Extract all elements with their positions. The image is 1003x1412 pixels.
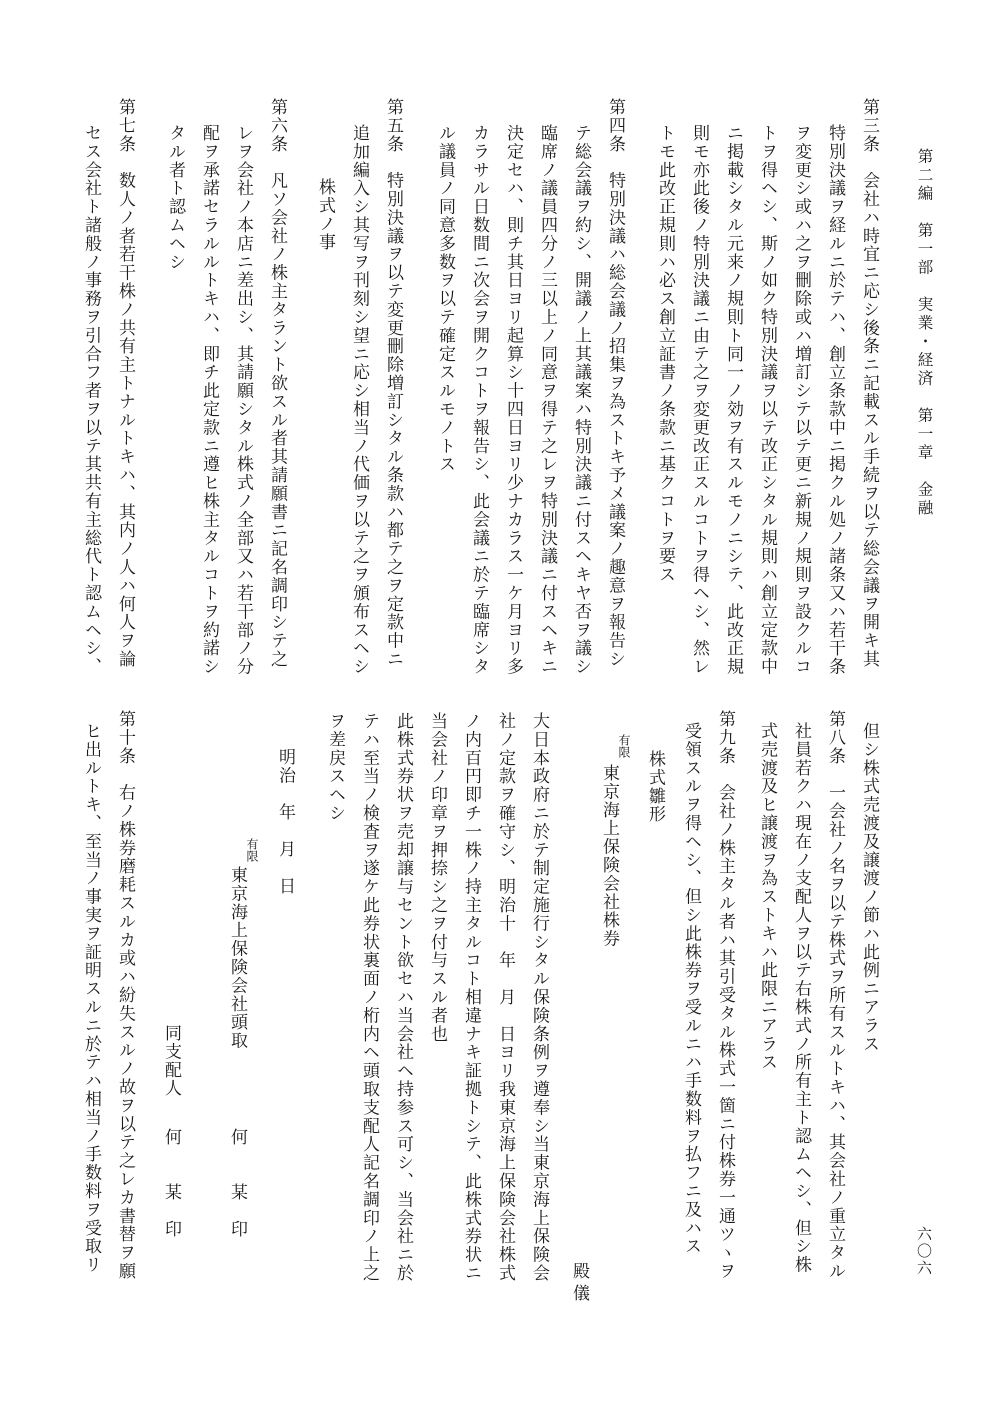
lower-column-1: 但シ株式売渡及譲渡ノ節ハ此例ニアラス bbox=[859, 722, 879, 1054]
section-heading-shares: 株式ノ事 bbox=[315, 178, 335, 252]
upper-column-22: セス会社ト諸般ノ事務ヲ引合フ者ヲ以テ其共有主総代ト認ムヘシ、 bbox=[81, 124, 101, 676]
upper-column-19: 配ヲ承諾セラルルトキハ、即チ此定款ニ遵ヒ株主タルコトヲ約諾シ bbox=[199, 124, 219, 676]
form-body-column-4: 当会社ノ印章ヲ押捺シ之ヲ付与スル者也 bbox=[427, 712, 447, 1044]
upper-column-6: 則モ亦此後ノ特別決議ニ由テ之ヲ変更改正スルコトヲ得ヘシ、然レ bbox=[689, 124, 709, 676]
running-head: 第二編 第一部 実業・経済 第一章 金融 bbox=[915, 148, 934, 518]
form-body-column-3: ノ内百円即チ一株ノ持主タルコト相違ナキ証拠トシテ、此株式券状ニ bbox=[461, 712, 481, 1283]
upper-column-1: 第三条 会社ハ時宜ニ応シ後条ニ記載スル手続ヲ以テ総会議ヲ開キ其 bbox=[859, 98, 879, 669]
upper-column-4: トヲ得ヘシ、斯ノ如ク特別決議ヲ以テ改正シタル規則ハ創立定款中 bbox=[757, 124, 777, 676]
form-body-column-5: 此株式券状ヲ売却譲与セント欲セハ当会社ヘ持参ス可シ、当会社ニ於 bbox=[393, 712, 413, 1283]
manager-name-seal: 何 某 印 bbox=[161, 1128, 181, 1239]
form-heading: 株式雛形 bbox=[645, 750, 665, 824]
form-body-column-2: 社ノ定款ヲ確守シ、明治十 年 月 日ヨリ我東京海上保険会社株式 bbox=[495, 712, 515, 1283]
certificate-title: 東京海上保険会社株券 bbox=[599, 764, 619, 948]
article-5-heading-column: 第五条 特別決議ヲ以テ変更刪除増訂シタル条款ハ都テ之ヲ定款中ニ bbox=[383, 98, 403, 669]
article-7-heading-column: 第七条 数人ノ者若干株ノ共有主トナルトキハ、其内ノ人ハ何人ヲ論 bbox=[115, 98, 135, 669]
upper-column-5: ニ掲載シタル元来ノ規則ト同一ノ効ヲ有スルモノニシテ、此改正規 bbox=[723, 124, 743, 676]
manager-title: 同支配人 bbox=[161, 1024, 181, 1098]
upper-column-10: 臨席ノ議員四分ノ三以上ノ同意ヲ得テ之レヲ特別決議ニ付スヘキニ bbox=[537, 124, 557, 676]
lower-column-4: 式売渡及ヒ譲渡ヲ為ストキハ此限ニアラス bbox=[757, 722, 777, 1072]
lower-column-3: 社員若クハ現在ノ支配人ヲ以テ右株式ノ所有主ト認ムヘシ、但シ株 bbox=[791, 722, 811, 1274]
article-9-heading-column: 第九条 会社ノ株主タル者ハ其引受タル株式一箇ニ付株券一通ツヽヲ bbox=[715, 710, 735, 1281]
form-body-column-1: 大日本政府ニ於テ制定施行シタル保険条例ヲ遵奉シ当東京海上保険会 bbox=[529, 712, 549, 1283]
upper-column-12: カラサル日数間ニ次会ヲ開クコトヲ報告シ、此会議ニ於テ臨席シタ bbox=[469, 124, 489, 676]
upper-column-3: ヲ変更シ或ハ之ヲ刪除或ハ増訂シテ以テ更ニ新規ノ規則ヲ設クルコ bbox=[791, 124, 811, 676]
upper-column-13: ル議員ノ同意多数ヲ以テ確定スルモノトス bbox=[435, 124, 455, 474]
signatory-org: 東京海上保険会社頭取 bbox=[227, 866, 247, 1050]
page-number: 六〇六 bbox=[915, 1226, 933, 1277]
lower-column-6: 受領スルヲ得ヘシ、但シ此株券ヲ受ルニハ手数料ヲ払フニ及ハス bbox=[681, 722, 701, 1256]
upper-column-7: トモ此改正規則ハ必ス創立証書ノ条款ニ基クコトヲ要ス bbox=[655, 124, 675, 584]
article-8-heading-column: 第八条 一会社ノ名ヲ以テ株式ヲ所有スルトキハ、其会社ノ重立タル bbox=[825, 710, 845, 1281]
upper-column-15: 追加編入シ其写ヲ刊刻シ望ニ応シ相当ノ代価ヲ以テ之ヲ頒布スヘシ bbox=[349, 124, 369, 676]
upper-column-11: 決定セハ、則チ其日ヨリ起算シ十四日ヨリ少ナカラス一ケ月ヨリ多 bbox=[503, 124, 523, 676]
date-line: 明治 年 月 日 bbox=[275, 748, 295, 896]
upper-column-18: レヲ会社ノ本店ニ差出シ、其請願シタル株式ノ全部又ハ若干部ノ分 bbox=[233, 124, 253, 676]
lower-closing-column-2: ヒ出ルトキ、至当ノ事実ヲ証明スルニ於テハ相当ノ手数料ヲ受取リ bbox=[81, 722, 101, 1274]
form-body-column-7: ヲ差戻スヘシ bbox=[325, 712, 345, 823]
upper-column-2: 特別決議ヲ経ルニ於テハ、創立条款中ニ掲クル処ノ諸条又ハ若干条 bbox=[825, 124, 845, 676]
addressee-suffix: 儀 bbox=[569, 1284, 589, 1303]
form-body-column-6: テハ至当ノ検査ヲ遂ケ此券状裏面ノ桁内ヘ頭取支配人記名調印ノ上之 bbox=[359, 712, 379, 1283]
article-6-heading-column: 第六条 凡ソ会社ノ株主タラント欲スル者其請願書ニ記名調印シテ之 bbox=[267, 98, 287, 669]
article-10-heading-column: 第十条 右ノ株券磨耗スルカ或ハ紛失スルノ故ヲ以テ之レカ書替ヲ願 bbox=[115, 710, 135, 1281]
company-prefix: 有限 bbox=[617, 734, 631, 758]
article-4-heading-column: 第四条 特別決議ハ総会議ノ招集ヲ為ストキ予メ議案ノ趣意ヲ報告シ bbox=[605, 98, 625, 669]
upper-column-20: タル者ト認ムヘシ bbox=[165, 124, 185, 272]
upper-column-9: テ総会議ヲ約シ、開議ノ上其議案ハ特別決議ニ付スヘキヤ否ヲ議シ bbox=[571, 124, 591, 676]
president-name-seal: 何 某 印 bbox=[227, 1128, 247, 1239]
signatory-prefix: 有限 bbox=[245, 838, 259, 862]
addressee-label: 殿 bbox=[569, 1262, 589, 1281]
